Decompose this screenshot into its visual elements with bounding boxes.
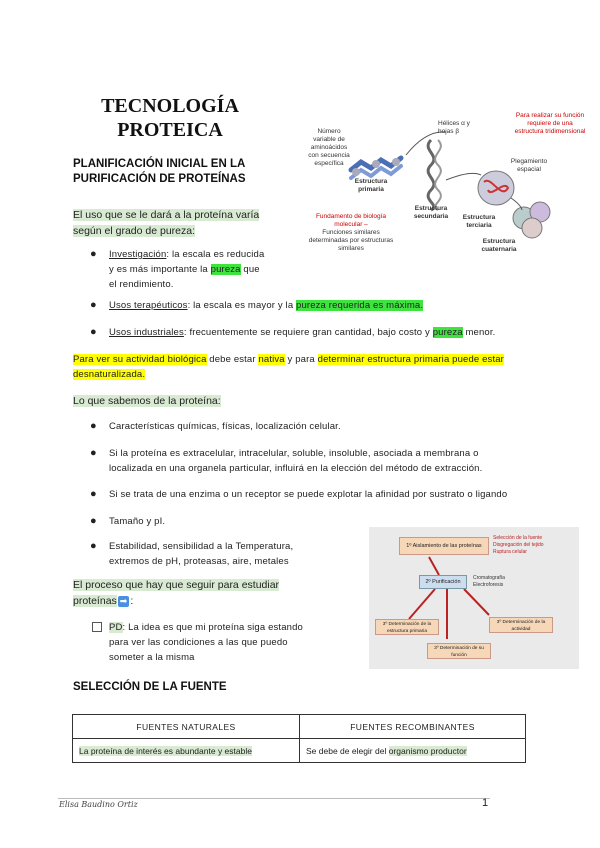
bullet1-text-d: el rendimiento.	[109, 279, 174, 290]
quaternary-structure-icon	[513, 202, 550, 238]
table-header-natural: FUENTES NATURALES	[73, 715, 300, 739]
section-heading-seleccion: SELECCIÓN DE LA FUENTE	[73, 681, 227, 693]
cell-recombinant-pre: Se debe de elegir del	[306, 745, 389, 756]
diagram-label-line: terciaria	[466, 222, 492, 229]
table-header-row	[73, 715, 526, 739]
diagram-label-line: Fundamento de biología	[315, 213, 387, 220]
bullet-usos-terapeuticos	[109, 298, 423, 313]
bullet3-text-b: menor.	[462, 327, 496, 338]
label-terciaria	[456, 214, 502, 230]
knowledge-item-line: Si la proteína es extracelular, intracelular, soluble, insoluble, asociada a membrana o	[109, 448, 479, 459]
diagram-label-line: específica	[314, 160, 344, 167]
knowledge-item-line: localizada en una organela particular, influirá en la elección del método de extracción.	[109, 463, 483, 474]
bullet-investigacion	[109, 247, 274, 292]
flow-note-line: Ruptura celular	[493, 549, 527, 555]
table-header-recombinant: FUENTES RECOMBINANTES	[300, 715, 526, 739]
table-cell-recombinant	[300, 739, 526, 763]
flow-step-line: 3º Determinación de la	[382, 622, 432, 627]
flow-step-funcion	[427, 643, 491, 659]
diagram-label-line: primaria	[358, 186, 384, 193]
page-number: 1	[482, 797, 489, 809]
diagram-label-line: secundaria	[413, 213, 449, 220]
process-flow-diagram	[369, 527, 579, 669]
flow-step2-notes	[473, 575, 505, 589]
footer-author: Elisa Baudino Ortiz	[59, 800, 138, 809]
table-cell-natural	[73, 739, 300, 763]
term-usos-industriales: Usos industriales	[109, 327, 184, 338]
bullet1-text-b: y es más importante la	[109, 264, 211, 275]
diagram-label-line: espacial	[517, 166, 541, 173]
bullet-dot: ●	[90, 420, 97, 432]
label-helices	[438, 120, 470, 136]
process-line-2: proteínas	[73, 595, 117, 607]
para1-c: nativa	[258, 354, 285, 365]
bullet1-text-c: que	[240, 264, 260, 275]
process-paragraph	[73, 577, 279, 609]
diagram-label-line: Hélices α y	[438, 120, 470, 127]
process-colon: :	[130, 595, 134, 607]
label-cuaternaria	[472, 238, 526, 254]
para1-e: determinar estructura primaria puede estar	[317, 354, 504, 365]
diagram-label-line: Funciones similares	[322, 229, 380, 236]
diagram-label-line: cuaternaria	[481, 246, 517, 253]
bullet3-text-a: : frecuentemente se requiere gran cantidad, bajo costo y	[183, 327, 433, 338]
secondary-structure-icon	[428, 140, 441, 210]
table-row	[73, 739, 526, 763]
heading-line-2: PURIFICACIÓN DE PROTEÍNAS	[73, 173, 246, 185]
heading-line-1: PLANIFICACIÓN INICIAL EN LA	[73, 158, 246, 170]
flow-step-line: estructura primaria	[387, 629, 427, 634]
bullet-dot: ●	[90, 248, 97, 260]
diagram-label-line: Estructura	[482, 238, 516, 245]
bullet-dot: ●	[90, 326, 97, 338]
diagram-label-line: Estructura	[414, 205, 448, 212]
knowledge-heading-text: Lo que sabemos de la proteína:	[73, 395, 221, 407]
bullet2-text-a: : la escala es mayor y la	[187, 300, 297, 311]
term-usos-terapeuticos: Usos terapéuticos	[109, 300, 188, 311]
bullet-dot: ●	[90, 540, 97, 552]
label-plegamiento	[504, 158, 554, 174]
pd-note	[109, 620, 319, 665]
diagram-label-line: determinadas por estructuras	[308, 237, 394, 244]
bullet-dot: ●	[90, 299, 97, 311]
intro-paragraph	[73, 207, 259, 239]
bullet-usos-industriales	[109, 325, 495, 340]
footer-divider	[58, 798, 490, 799]
diagram-label-line: Número	[317, 128, 341, 135]
diagram-label-line: aminoácidos	[310, 144, 348, 151]
diagram-label-line: requiere de una	[527, 120, 573, 127]
highlight-pureza: pureza	[432, 327, 463, 338]
para1-b: debe estar	[206, 354, 259, 365]
diagram-label-line: Para realizar su función	[515, 112, 585, 119]
intro-line-1: El uso que se le dará a la proteína varía	[73, 209, 260, 221]
paragraph-actividad-biologica	[73, 352, 533, 382]
knowledge-item: Características químicas, físicas, localización celular.	[109, 421, 341, 432]
tertiary-structure-icon	[478, 171, 514, 205]
diagram-label-line: hojas β	[438, 128, 460, 135]
diagram-label-line: Estructura	[354, 178, 388, 185]
highlight-pureza: pureza	[210, 264, 241, 275]
para1-f: desnaturalizada.	[73, 369, 146, 380]
process-line-1: El proceso que hay que seguir para estudiar	[73, 579, 280, 591]
pd-label: PD	[109, 622, 123, 633]
bullet1-text-a: : la escala es reducida	[166, 249, 265, 260]
flow-step-estructura-primaria	[375, 619, 439, 635]
flow-step-purificacion: 2º Purificación	[419, 575, 467, 589]
document-title	[70, 94, 270, 142]
knowledge-item	[109, 446, 529, 476]
label-secundaria	[408, 205, 454, 221]
para1-a: Para ver su actividad biológica	[73, 354, 207, 365]
bullet-dot: ●	[90, 488, 97, 500]
label-primaria	[348, 178, 394, 194]
pd-checkbox[interactable]	[92, 622, 102, 632]
protein-structure-diagram	[296, 110, 594, 265]
flow-step-line: 3º Determinación de la	[496, 620, 546, 625]
primary-structure-icon	[351, 158, 401, 178]
diagram-label-line: con secuencia	[308, 152, 350, 159]
bullet-dot: ●	[90, 515, 97, 527]
diagram-label-line: similares	[338, 245, 364, 252]
diagram-label-line: estructura tridimensional	[514, 128, 586, 135]
diagram-label-line: molecular –	[334, 221, 368, 228]
diagram-label-line: Estructura	[462, 214, 496, 221]
section-heading-planificacion	[73, 157, 273, 187]
diagram-label-line: variable de	[313, 136, 345, 143]
label-funcion-tridimensional	[508, 112, 592, 136]
knowledge-heading	[73, 393, 221, 409]
bullet-dot: ●	[90, 447, 97, 459]
flow-note-line: Cromatografía	[473, 575, 505, 581]
term-investigacion: Investigación	[109, 249, 167, 260]
flow-note-line: Electroforesis	[473, 582, 504, 588]
cell-natural-text: La proteína de interés es abundante y estable	[79, 745, 252, 756]
label-fundamento	[296, 213, 406, 253]
arrow-right-icon: ➡	[119, 596, 128, 606]
flow-step1-notes	[493, 535, 544, 556]
label-numero-aminoacidos	[304, 128, 354, 168]
flow-step-line: función	[451, 653, 467, 658]
para1-d: y para	[284, 354, 318, 365]
knowledge-item	[109, 539, 319, 569]
pd-line-3: someter a la misma	[109, 652, 195, 663]
diagram-label-line: Plegamiento	[510, 158, 548, 165]
flow-note-line: Selección de la fuente	[493, 535, 543, 541]
knowledge-item: Tamaño y pI.	[109, 516, 166, 527]
knowledge-item: Si se trata de una enzima o un receptor se puede explotar la afinidad por sustrato o ligando	[109, 489, 508, 500]
knowledge-item-line: extremos de pH, proteasas, aire, metales	[109, 556, 289, 567]
flow-step-actividad	[489, 617, 553, 633]
pd-line-1: : La idea es que mi proteína siga estando	[122, 622, 303, 633]
sources-table	[72, 714, 526, 763]
flow-step-line: actividad	[511, 627, 531, 632]
knowledge-item-line: Estabilidad, sensibilidad a la Temperatura,	[109, 541, 294, 552]
cell-recombinant-highlight: organismo productor	[388, 745, 467, 756]
highlight-pureza-maxima: pureza requerida es máxima.	[296, 300, 424, 311]
intro-line-2: según el grado de pureza:	[73, 225, 196, 237]
flow-step-line: 3º Determinación de su	[434, 646, 484, 651]
pd-line-2: para ver las condiciones a las que puedo	[109, 637, 288, 648]
title-line-2: PROTEICA	[117, 119, 223, 141]
flow-note-line: Disgregación del tejido	[493, 542, 544, 548]
flow-step-aislamiento: 1º Aislamiento de las proteínas	[399, 537, 489, 555]
title-line-1: TECNOLOGÍA	[101, 95, 239, 117]
